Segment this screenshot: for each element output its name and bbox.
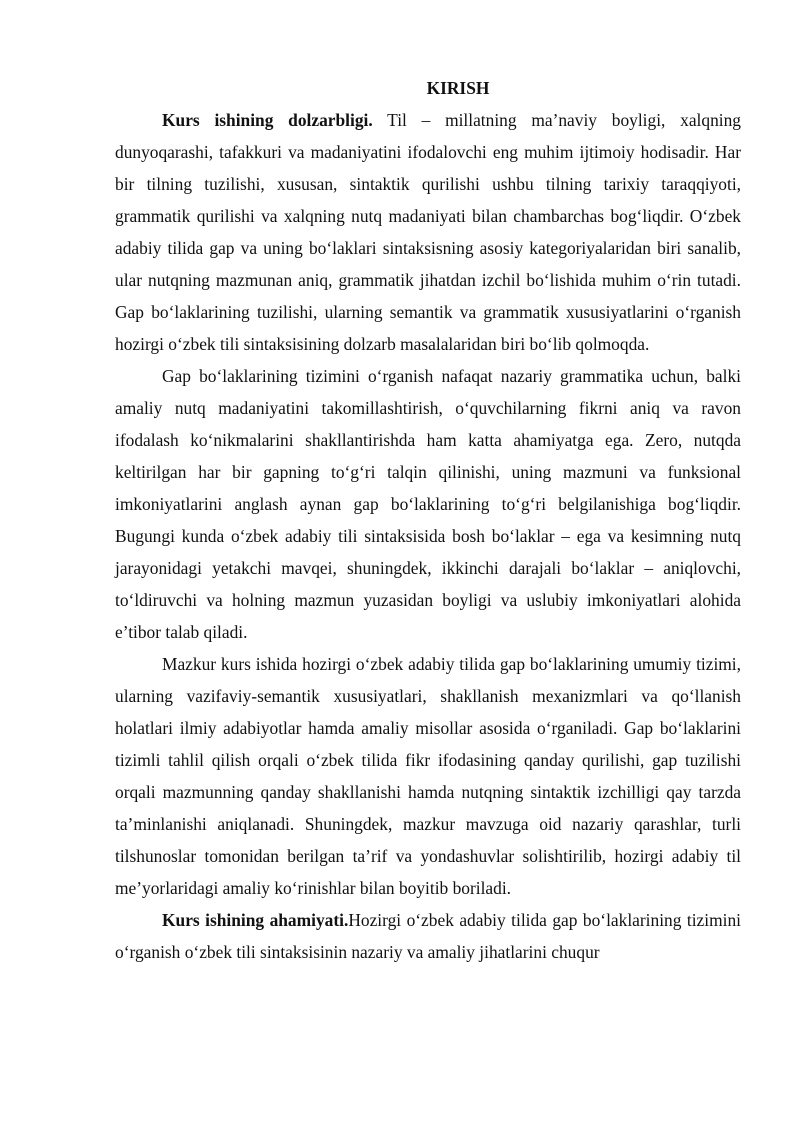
paragraph-mazkur (115, 648, 741, 904)
paragraph-text: Til – millatning ma’naviy boyligi, xalqning dunyoqarashi, tafakkuri va madaniyatini ifodalovchi eng muhim ijtimoiy hodisadir. Har bir tilning tuzilishi, xususan, sintaktik qurilishi ushbu tilning tarixiy taraqqiyoti, grammatik qurilishi va xalqning nutq madaniyati bilan chambarchas bog‘liqdir. O‘zbek adabiy tilida gap va uning bo‘laklari sintaksisning asosiy kategoriyalaridan biri sanalib, ular nutqning mazmunan aniq, grammatik jihatdan izchil bo‘lishida muhim o‘rin tutadi. Gap bo‘laklarining tuzilishi, ularning semantik va grammatik xususiyatlarini o‘rganish hozirgi o‘zbek tili sintaksisining dolzarb masalalaridan biri bo‘lib qolmoqda. (115, 110, 741, 354)
paragraph-dolzarbligi (115, 104, 741, 360)
paragraph-text: Mazkur kurs ishida hozirgi o‘zbek adabiy tilida gap bo‘laklarining umumiy tizimi, ularning vazifaviy-semantik xususiyatlari, shakllanish mexanizmlari va qo‘llanish holatlari ilmiy adabiyotlar hamda amaliy misollar asosida o‘rganiladi. Gap bo‘laklarini tizimli tahlil qilish orqali o‘zbek tilida fikr ifodasining qanday qurilishi, gap tuzilishi orqali mazmunning qanday shakllanishi hamda nutqning sintaktik izchilligi qay tarzda ta’minlanishi aniqlanadi. Shuningdek, mazkur mavzuga oid nazariy qarashlar, turli tilshunoslar tomonidan berilgan ta’rif va yondashuvlar solishtirilib, hozirgi adabiy til me’yorlaridagi amaliy ko‘rinishlar bilan boyitib boriladi. (115, 654, 741, 898)
paragraph-text: Hozirgi o‘zbek adabiy tilida gap bo‘laklarining tizimini o‘rganish o‘zbek tili sintaksisinin nazariy va amaliy jihatlarini chuqur (115, 910, 741, 962)
paragraph-lead: Kurs ishining dolzarbligi. (162, 110, 373, 130)
paragraph-tizim (115, 360, 741, 648)
paragraph-ahamiyati (115, 904, 741, 968)
paragraph-lead: Kurs ishining ahamiyati. (162, 910, 349, 930)
page-title: KIRISH (426, 78, 490, 98)
document-body (115, 72, 741, 968)
paragraph-text: Gap bo‘laklarining tizimini o‘rganish nafaqat nazariy grammatika uchun, balki amaliy nutq madaniyatini takomillashtirish, o‘quvchilarning fikrni aniq va ravon ifodalash ko‘nikmalarini shakllantirishda ham katta ahamiyatga ega. Zero, nutqda keltirilgan har bir gapning to‘g‘ri talqin qilinishi, uning mazmuni va funksional imkoniyatlarini anglash aynan gap bo‘laklarining to‘g‘ri belgilanishiga bog‘liqdir. Bugungi kunda o‘zbek adabiy tili sintaksisida bosh bo‘laklar – ega va kesimning nutq jarayonidagi yetakchi mavqei, shuningdek, ikkinchi darajali bo‘laklar – aniqlovchi, to‘ldiruvchi va holning mazmun yuzasidan boyligi va uslubiy imkoniyatlari alohida e’tibor talab qiladi. (115, 366, 741, 642)
